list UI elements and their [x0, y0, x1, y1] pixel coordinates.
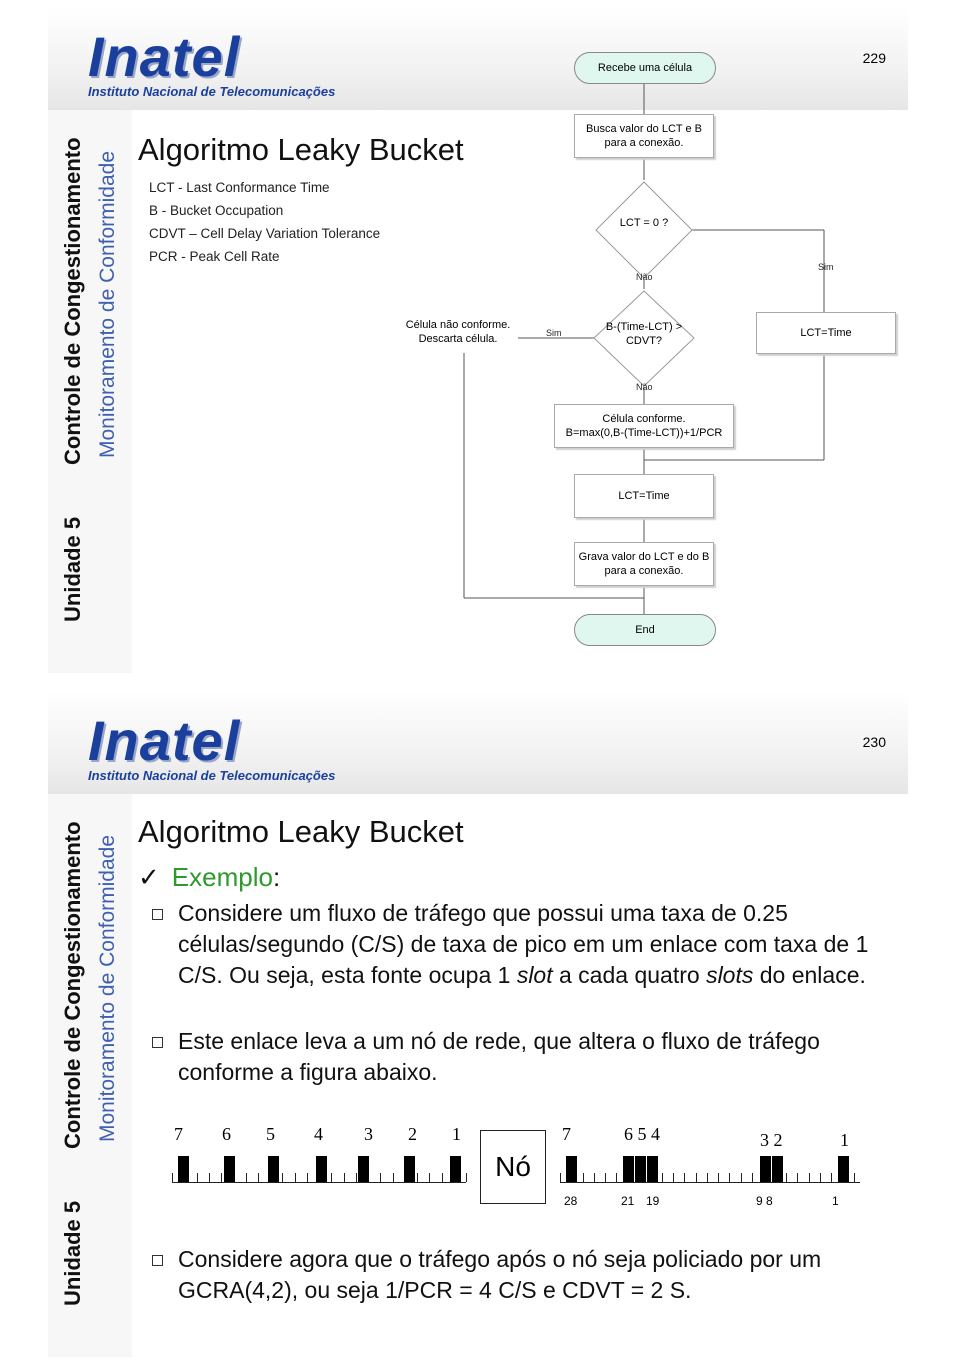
timeline-tick	[246, 1173, 247, 1182]
timeline-tick	[662, 1173, 663, 1182]
definition-cdvt: CDVT – Cell Delay Variation Tolerance	[149, 226, 381, 241]
input-label: 3	[364, 1124, 373, 1144]
timeline-tick	[752, 1173, 753, 1182]
timeline-tick	[197, 1173, 198, 1182]
inatel-logo-subtitle: Instituto Nacional de Telecomunicações	[88, 768, 336, 783]
timeline-tick	[583, 1173, 584, 1182]
definition-lct: LCT - Last Conformance Time	[149, 180, 330, 195]
timeline-tick	[331, 1173, 332, 1182]
cell-block	[647, 1156, 658, 1182]
timeline-tick	[718, 1173, 719, 1182]
definition-b: B - Bucket Occupation	[149, 203, 284, 218]
unit-label: Unidade 5	[60, 1200, 85, 1306]
timeline-tick	[209, 1173, 210, 1182]
decision1-text: LCT = 0 ?	[619, 217, 669, 229]
timeline-tick	[707, 1173, 708, 1182]
inatel-logo: Inatel	[88, 25, 241, 88]
slide-229	[48, 8, 908, 673]
output-label: 3 2	[760, 1130, 783, 1150]
timeline-tick	[673, 1173, 674, 1182]
yes-label-1: Sim	[818, 262, 834, 272]
fetch-text-2: para a conexão.	[604, 137, 684, 149]
decision-lct-zero	[596, 182, 692, 278]
start-terminal: Recebe uma célula	[574, 52, 716, 84]
slot-number: 9 8	[756, 1194, 773, 1208]
no-label-1: Não	[636, 272, 653, 282]
timeline-tick	[295, 1173, 296, 1182]
bullet-1: Considere um fluxo de tráfego que possui uma taxa de 0.25 células/segundo (C/S) de taxa de pico em um enlace com taxa de 1 C/S. Ou seja, esta fonte ocupa 1 slot a cada quatro slots do enlace.	[178, 898, 908, 991]
save-box	[574, 542, 714, 586]
input-label: 1	[452, 1124, 461, 1144]
timeline-axis	[560, 1182, 860, 1183]
save-text-2: para a conexão.	[604, 565, 684, 577]
fetch-box	[574, 114, 714, 158]
timeline-tick	[258, 1173, 259, 1182]
output-label: 6 5 4	[624, 1124, 660, 1144]
timeline-tick	[741, 1173, 742, 1182]
timeline-tick	[594, 1173, 595, 1182]
save-text-1: Grava valor do LCT e do B	[578, 551, 710, 563]
timeline-tick	[221, 1173, 222, 1182]
decision2-text	[594, 320, 694, 348]
cell-block	[268, 1156, 279, 1182]
inatel-logo-subtitle: Instituto Nacional de Telecomunicações	[88, 84, 336, 99]
timeline-tick	[696, 1173, 697, 1182]
timeline-tick	[282, 1173, 283, 1182]
slide-header	[48, 692, 908, 794]
timeline-tick	[797, 1173, 798, 1182]
inatel-logo: Inatel	[88, 709, 241, 772]
fetch-text-1: Busca valor do LCT e B	[586, 123, 702, 135]
bullet-3: Considere agora que o tráfego após o nó seja policiado por um GCRA(4,2), ou seja 1/PCR = 4 C/S e CDVT = 2 S.	[178, 1244, 908, 1306]
timeline-tick	[560, 1173, 561, 1182]
cell-block	[623, 1156, 634, 1182]
timeline-tick	[605, 1173, 606, 1182]
decision2-text-2: CDVT?	[625, 335, 663, 347]
nonconform-text-2: Descarta célula.	[418, 333, 498, 345]
timeline-tick	[786, 1173, 787, 1182]
section-title: Controle de Congestionamento	[60, 137, 85, 465]
cell-block	[760, 1156, 771, 1182]
input-label: 4	[314, 1124, 323, 1144]
timeline-tick	[809, 1173, 810, 1182]
yes-label-2: Sim	[546, 328, 562, 338]
section-title: Controle de Congestionamento	[60, 821, 85, 1149]
conform-text-1: Célula conforme.	[602, 413, 686, 425]
end-terminal: End	[574, 614, 716, 646]
page-number: 230	[862, 734, 886, 750]
square-bullet-icon	[152, 1037, 163, 1048]
timeline-tick	[831, 1173, 832, 1182]
slot-number: 19	[646, 1194, 660, 1208]
cell-block	[316, 1156, 327, 1182]
cell-block	[635, 1156, 646, 1182]
timeline-tick	[729, 1173, 730, 1182]
timeline-tick	[466, 1173, 467, 1182]
timeline-tick	[854, 1173, 855, 1182]
timeline-tick	[442, 1173, 443, 1182]
cell-block	[224, 1156, 235, 1182]
timeline-tick	[393, 1173, 394, 1182]
input-label: 2	[408, 1124, 417, 1144]
cell-block	[404, 1156, 415, 1182]
output-label: 1	[840, 1130, 849, 1150]
slide-title: Algoritmo Leaky Bucket	[138, 814, 464, 849]
no-label-2: Não	[636, 382, 653, 392]
lct-time-right-box: LCT=Time	[756, 312, 896, 354]
timeline-tick	[820, 1173, 821, 1182]
cell-block	[772, 1156, 783, 1182]
cell-block	[358, 1156, 369, 1182]
slot-number: 1	[832, 1194, 839, 1208]
timeline-tick	[380, 1173, 381, 1182]
timeline-tick	[417, 1173, 418, 1182]
unit-label: Unidade 5	[60, 516, 85, 622]
cell-block	[838, 1156, 849, 1182]
section-subtitle: Monitoramento de Conformidade	[96, 150, 119, 458]
slot-number: 21	[621, 1194, 635, 1208]
timeline-tick	[684, 1173, 685, 1182]
network-node: Nó	[480, 1130, 546, 1204]
cell-block	[178, 1156, 189, 1182]
example-heading-text: Exemplo	[171, 862, 273, 892]
timeline-tick	[356, 1173, 357, 1182]
timeline-tick	[429, 1173, 430, 1182]
input-label: 6	[222, 1124, 231, 1144]
square-bullet-icon	[152, 909, 163, 920]
timeline-tick	[616, 1173, 617, 1182]
output-label: 7	[562, 1124, 571, 1144]
lct-time-box: LCT=Time	[574, 474, 714, 518]
conform-text-2: B=max(0,B-(Time-LCT))+1/PCR	[565, 427, 723, 439]
cell-block	[566, 1156, 577, 1182]
example-heading: ✓ Exemplo:	[138, 862, 281, 892]
input-label: 5	[266, 1124, 275, 1144]
slide-230	[48, 692, 908, 1357]
sidebar	[48, 794, 132, 1357]
nonconform-text-1: Célula não conforme.	[405, 319, 511, 331]
timeline-axis	[172, 1182, 466, 1183]
checkmark-icon: ✓	[138, 862, 160, 892]
square-bullet-icon	[152, 1255, 163, 1266]
cell-block	[450, 1156, 461, 1182]
input-label: 7	[174, 1124, 183, 1144]
timeline-tick	[172, 1173, 173, 1182]
bullet-2: Este enlace leva a um nó de rede, que altera o fluxo de tráfego conforme a figura abaixo.	[178, 1026, 908, 1088]
definition-pcr: PCR - Peak Cell Rate	[149, 249, 280, 264]
conform-box	[554, 404, 734, 448]
page-number: 229	[862, 50, 886, 66]
nonconform-box	[396, 312, 520, 352]
decision2-text-1: B-(Time-LCT) >	[605, 321, 683, 333]
slot-number: 28	[564, 1194, 578, 1208]
slide-title: Algoritmo Leaky Bucket	[138, 132, 464, 167]
timeline-tick	[307, 1173, 308, 1182]
timeline-tick	[344, 1173, 345, 1182]
section-subtitle: Monitoramento de Conformidade	[96, 834, 119, 1142]
